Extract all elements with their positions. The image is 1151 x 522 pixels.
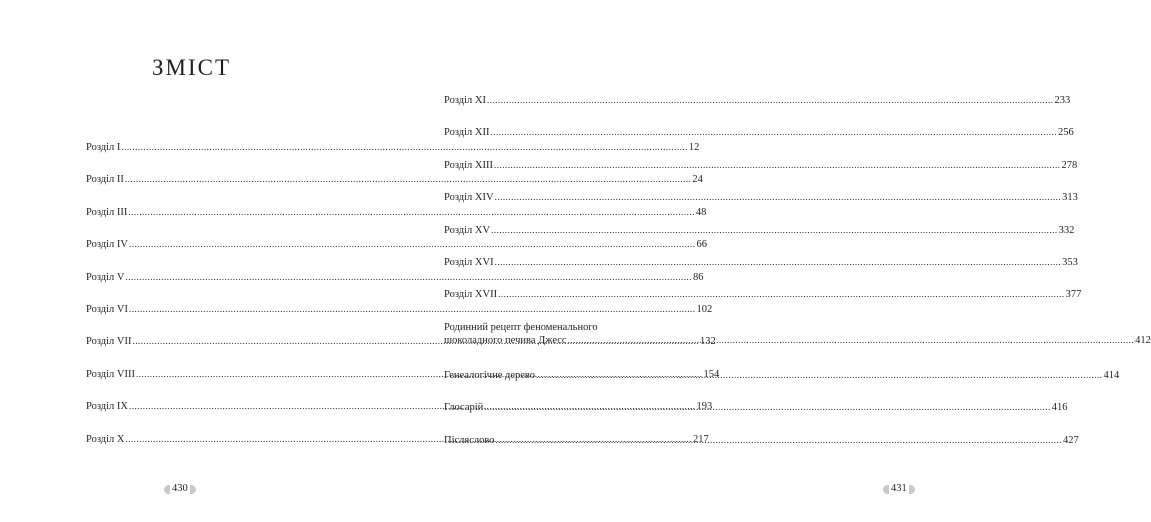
toc-entry-page: 24 xyxy=(692,174,703,186)
toc-entry[interactable] xyxy=(444,94,1071,126)
toc-entry-page: 332 xyxy=(1058,224,1075,236)
toc-entry-title: Розділ IV xyxy=(86,239,128,251)
dot-leader xyxy=(536,369,1103,382)
dot-leader xyxy=(494,159,1061,172)
toc-entry-page: 427 xyxy=(1063,434,1079,446)
toc-entry-title: Розділ XIV xyxy=(444,192,494,204)
toc-entry-title: Розділ XIII xyxy=(444,159,493,171)
page-number: 431 xyxy=(891,483,907,494)
toc-entry-title: Розділ XVII xyxy=(444,289,498,301)
dot-leader xyxy=(491,224,1058,237)
toc-entry-page: 12 xyxy=(688,142,700,153)
toc-entry-title: Генеалогічне дерево xyxy=(444,369,536,381)
right-page xyxy=(360,0,1151,522)
folio-ornament-icon xyxy=(190,485,196,494)
toc-entry-title: Розділ X xyxy=(86,433,125,445)
toc-entry-page: 66 xyxy=(696,239,707,251)
toc-entry-page: 102 xyxy=(696,303,713,315)
dot-leader xyxy=(491,126,1058,139)
toc-entry-title: Розділ XV xyxy=(444,224,491,236)
toc-entry-title: Глосарій xyxy=(444,402,484,414)
folio-ornament-icon xyxy=(883,485,889,494)
toc-entry-title: Розділ VII xyxy=(86,336,132,348)
dot-leader xyxy=(484,401,1051,414)
toc-entry-title: Розділ XVI xyxy=(444,256,494,268)
toc-entry-title: Розділ III xyxy=(86,206,128,218)
toc-entry-page: 414 xyxy=(1103,369,1120,381)
toc-entry-page: 233 xyxy=(1054,95,1071,106)
toc-entry-title: Розділ XII xyxy=(444,127,490,139)
toc-entry-title: Розділ XI xyxy=(444,95,486,106)
folio-ornament-icon xyxy=(164,485,170,494)
dot-leader xyxy=(495,256,1062,269)
toc-entry-page: 48 xyxy=(695,206,707,218)
toc-entry-page: 86 xyxy=(693,271,704,283)
toc-entry-title: Післяслово xyxy=(444,434,495,446)
toc-entry-title: Розділ VI xyxy=(86,303,128,315)
page-number-right xyxy=(883,483,915,495)
dot-leader xyxy=(487,94,1054,107)
toc-entry-page: 377 xyxy=(1065,289,1082,301)
toc-entry-page: 412 xyxy=(1135,334,1151,346)
toc-entry-page: 193 xyxy=(696,401,713,413)
toc-entry-title: Розділ II xyxy=(86,174,124,186)
toc-entry-page: 217 xyxy=(693,433,709,445)
page-number-left xyxy=(164,483,196,495)
contents-heading: ЗМІСТ xyxy=(152,55,232,80)
dot-leader xyxy=(495,191,1062,204)
dot-leader xyxy=(498,288,1065,301)
dot-leader xyxy=(568,334,1135,347)
toc-entry-page: 132 xyxy=(700,336,716,348)
toc-entry-page: 416 xyxy=(1051,402,1068,414)
toc-entry-page: 353 xyxy=(1062,256,1078,268)
toc-entry-title: Розділ V xyxy=(86,271,125,283)
toc-entry-page: 278 xyxy=(1061,159,1078,171)
toc-entry-title: Розділ I xyxy=(86,142,121,153)
toc-entry-page: 256 xyxy=(1058,127,1074,139)
toc-entry-title: Розділ IX xyxy=(86,401,128,413)
toc-entry-title-line2: шоколадного печива Джесс xyxy=(444,334,567,346)
folio-ornament-icon xyxy=(909,485,915,494)
toc-entry-title: Розділ VIII xyxy=(86,368,135,380)
toc-entry-page: 154 xyxy=(703,368,720,380)
toc-entry-title-line1: Родинний рецепт феноменального xyxy=(444,321,598,333)
page-number: 430 xyxy=(172,483,188,494)
toc-entry-page: 313 xyxy=(1062,192,1078,204)
dot-leader xyxy=(496,434,1063,447)
